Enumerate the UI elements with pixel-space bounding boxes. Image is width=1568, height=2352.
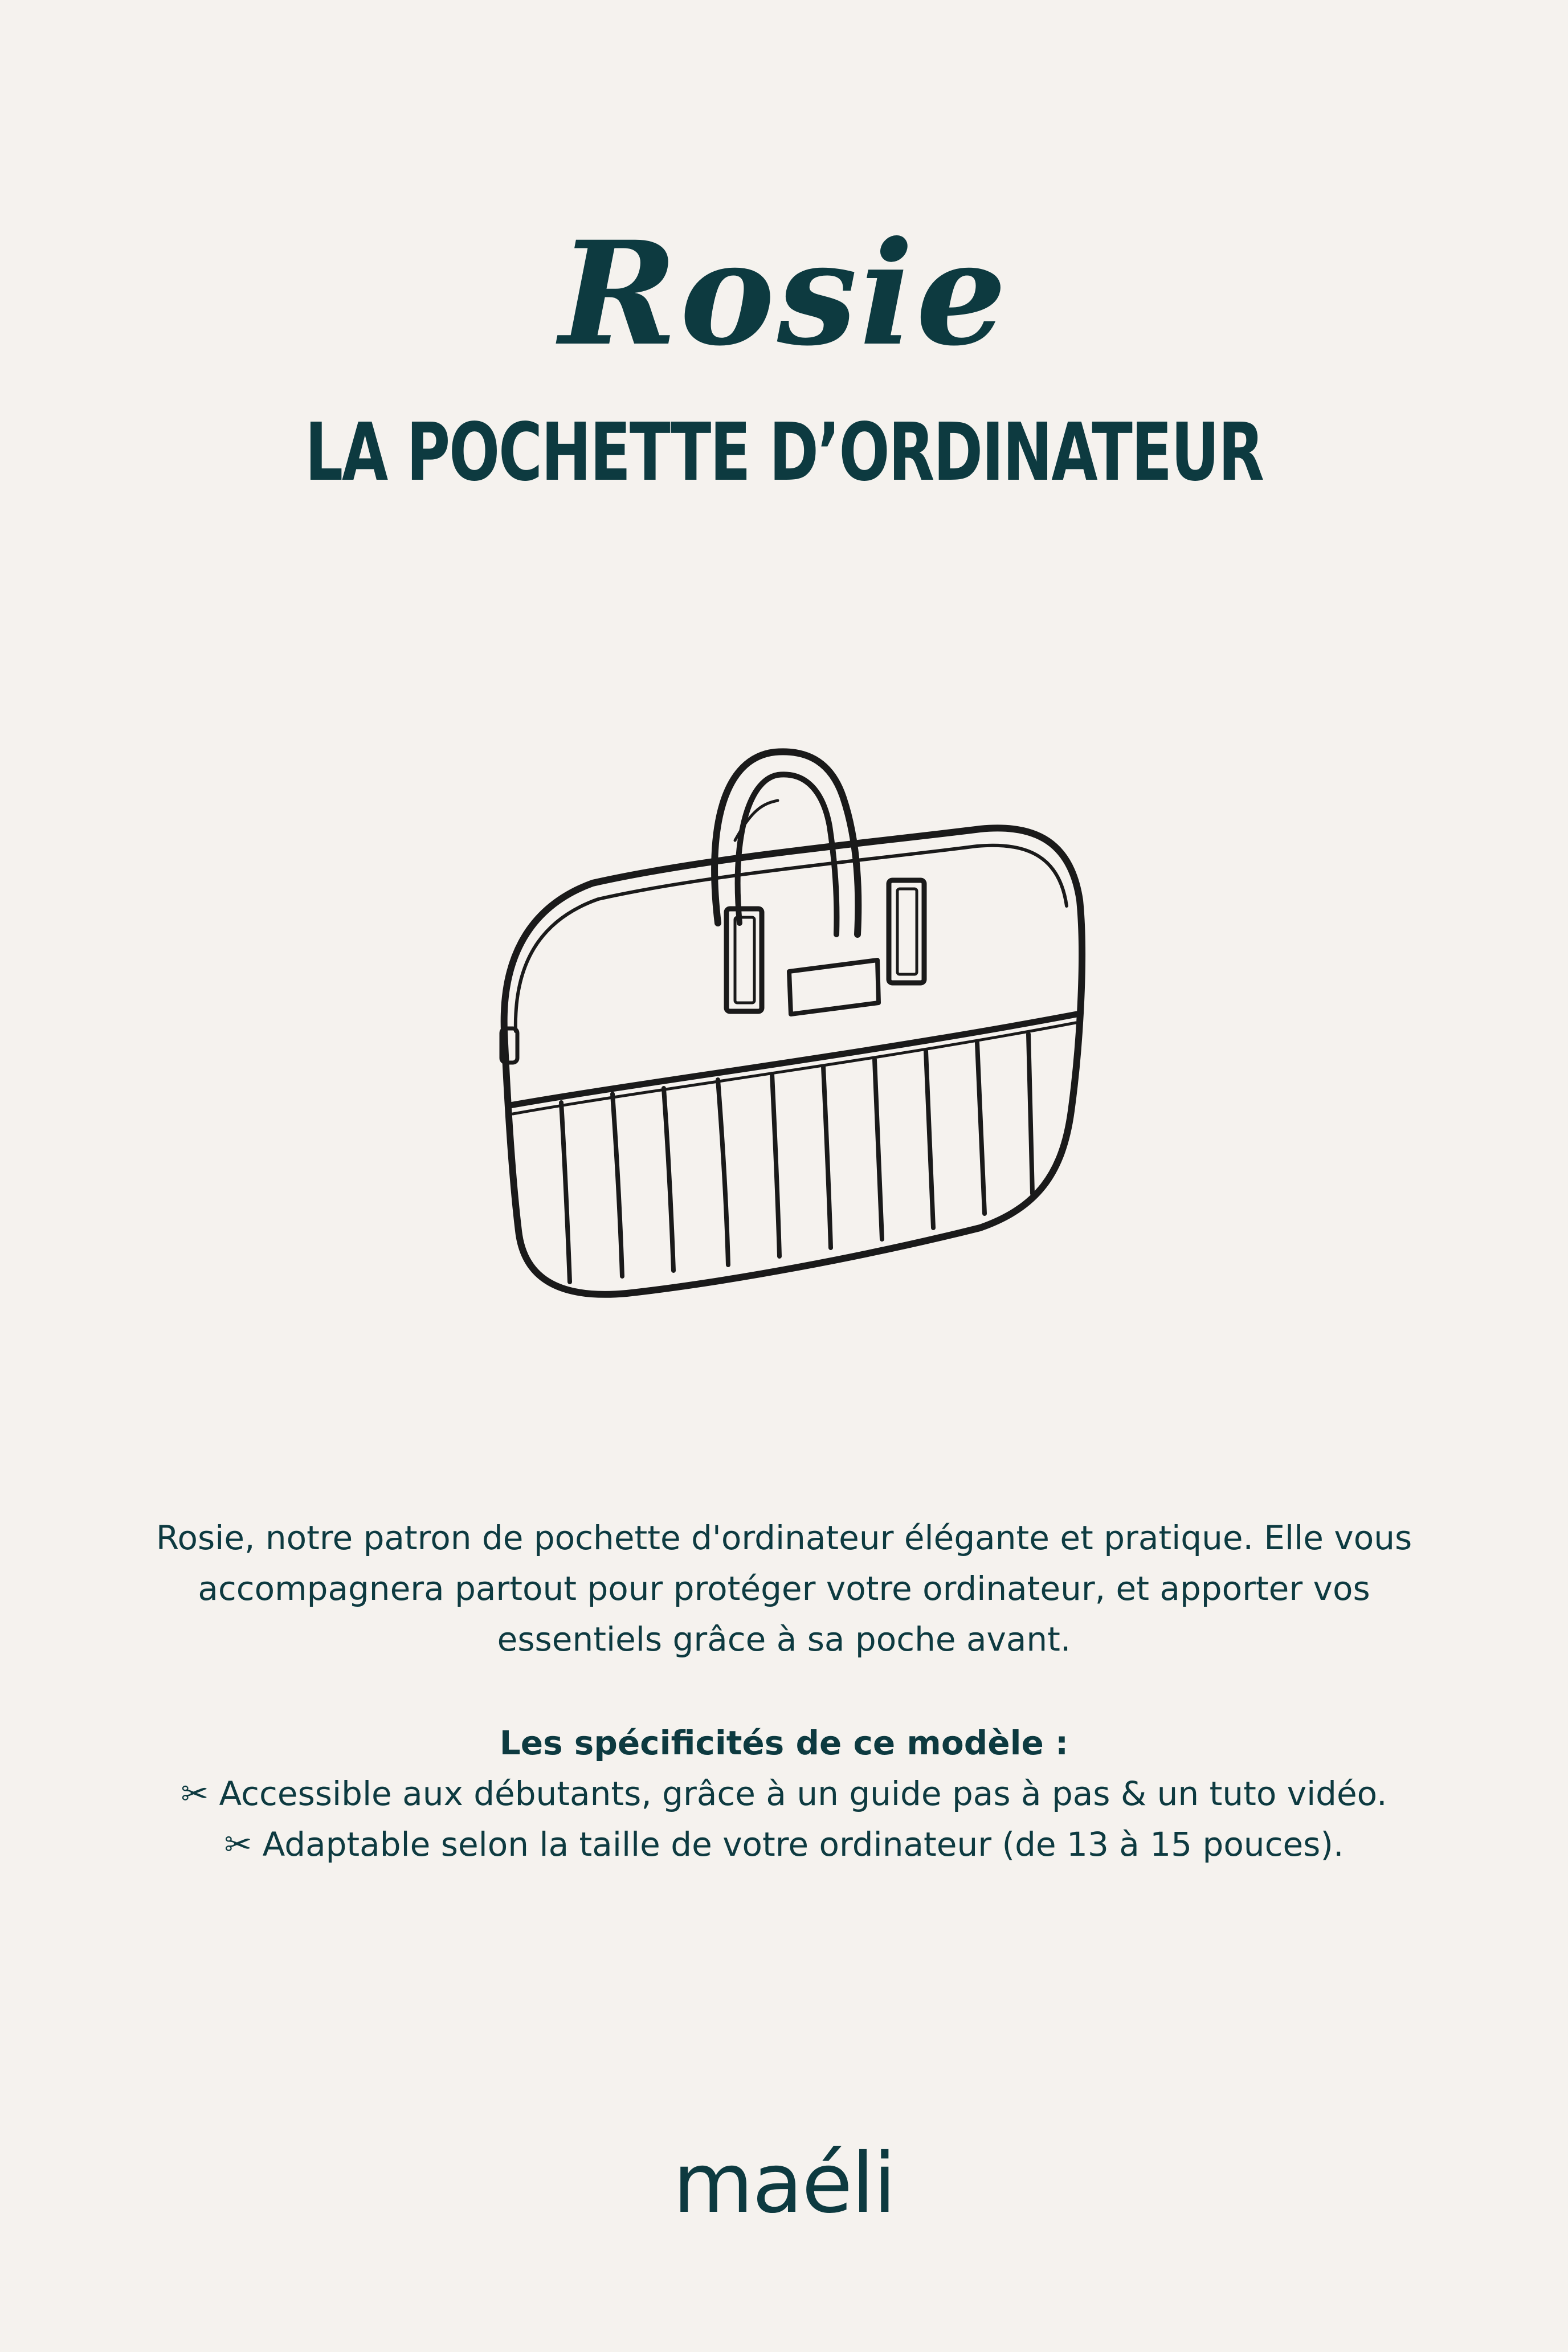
scissors-icon: ✂ bbox=[224, 1825, 252, 1864]
specs-section bbox=[114, 1718, 1454, 1870]
page-subtitle: LA POCHETTE D’ORDINATEUR bbox=[305, 406, 1263, 499]
description bbox=[114, 1513, 1454, 1665]
laptop-bag-icon bbox=[467, 638, 1140, 1379]
description-line: accompagnera partout pour protéger votre ordinateur, et apporter vos bbox=[198, 1569, 1370, 1608]
brand-logo: maéli bbox=[673, 2135, 895, 2232]
spec-item-text: Accessible aux débutants, grâce à un guide pas à pas & un tuto vidéo. bbox=[219, 1774, 1387, 1813]
spec-item bbox=[114, 1819, 1454, 1870]
specs-heading: Les spécificités de ce modèle : bbox=[499, 1724, 1069, 1762]
description-line: Rosie, notre patron de pochette d'ordinateur élégante et pratique. Elle vous bbox=[156, 1518, 1412, 1557]
description-line: essentiels grâce à sa poche avant. bbox=[497, 1620, 1071, 1659]
spec-item-text: Adaptable selon la taille de votre ordinateur (de 13 à 15 pouces). bbox=[262, 1825, 1344, 1864]
page-title: Rosie bbox=[559, 210, 1009, 377]
spec-item bbox=[114, 1769, 1454, 1819]
scissors-icon: ✂ bbox=[181, 1774, 209, 1813]
